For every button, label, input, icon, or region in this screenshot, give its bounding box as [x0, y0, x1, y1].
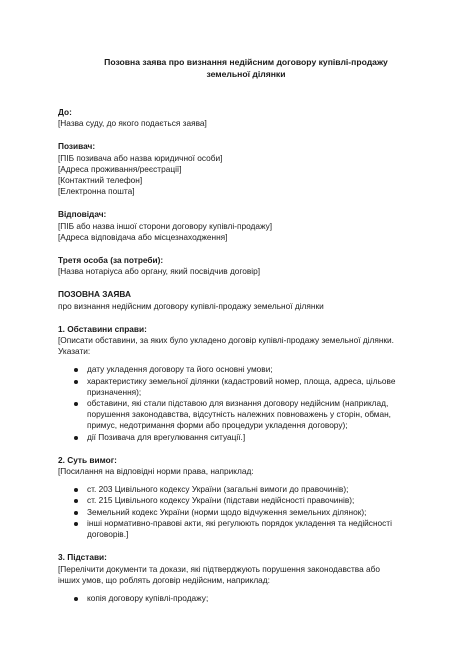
bullet-icon	[74, 436, 78, 440]
list-item	[58, 364, 434, 375]
list-item	[58, 376, 434, 398]
bullet-icon	[74, 522, 78, 526]
list-item-line: ст. 215 Цивільного кодексу України (підстави недійсності правочинів);	[87, 495, 355, 506]
list-item	[58, 518, 434, 540]
list-item-line: обставини, які стали підставою для визнання договору недійсним (наприклад,	[87, 398, 389, 409]
section-1-heading: 1. Обставини справи:	[58, 323, 147, 334]
section-3-bullet-list	[58, 593, 434, 604]
recipient-block	[58, 107, 434, 129]
list-item-line: дату укладення договору та його основні умови;	[87, 364, 273, 375]
plaintiff-label: Позивач:	[58, 141, 96, 152]
section-3-intro-line-1: [Перелічити документи та докази, які підтверджують порушення законодавства або	[58, 563, 380, 574]
claim-block	[58, 289, 434, 311]
recipient-label: До:	[58, 107, 72, 117]
bullet-icon	[74, 402, 78, 406]
section-circumstances	[58, 324, 434, 443]
section-2-bullet-list	[58, 484, 434, 540]
section-3-heading: 3. Підстави:	[58, 552, 107, 563]
list-item	[58, 398, 434, 432]
list-item	[58, 484, 434, 495]
list-item-line: дії Позивача для врегулювання ситуації.]	[87, 431, 246, 442]
plaintiff-block	[58, 141, 434, 197]
document-title-line-2: земельної ділянки	[206, 69, 286, 79]
bullet-icon	[74, 380, 78, 384]
list-item	[58, 507, 434, 518]
defendant-name: [ПІБ або назва іншої сторони договору купівлі-продажу]	[58, 220, 273, 231]
bullet-icon	[74, 597, 78, 601]
list-item-line: копія договору купівлі-продажу;	[87, 592, 209, 603]
bullet-icon	[74, 488, 78, 492]
section-1-bullet-list	[58, 364, 434, 442]
list-item-line: Земельний кодекс України (норми щодо відчуження земельних ділянок);	[87, 506, 367, 517]
list-item-line: порушення законодавства, відсутність належних повноважень у сторін, обман,	[87, 409, 391, 420]
section-1-intro-line-1: [Описати обставини, за яких було укладено договір купівлі-продажу земельної ділянки.	[58, 335, 394, 346]
section-2-intro: [Посилання на відповідні норми права, наприклад:	[58, 466, 254, 477]
list-item-line: інші нормативно-правові акти, які регулюють порядок укладення та недійсності	[87, 517, 392, 528]
recipient-value: [Назва суду, до якого подається заява]	[58, 118, 207, 129]
list-item	[58, 593, 434, 604]
plaintiff-name: [ПІБ позивача або назва юридичної особи]	[58, 152, 223, 163]
list-item-line: призначення);	[87, 386, 142, 397]
bullet-icon	[74, 499, 78, 503]
third-party-block	[58, 255, 434, 277]
third-party-value: [Назва нотаріуса або органу, який посвідчив договір]	[58, 266, 261, 277]
document-title	[58, 56, 434, 80]
list-item	[58, 495, 434, 506]
section-1-intro-line-2: Указати:	[58, 346, 91, 357]
third-party-label: Третя особа (за потреби):	[58, 255, 164, 266]
plaintiff-phone: [Контактний телефон]	[58, 175, 143, 186]
section-3-intro-line-2: інших умов, що роблять договір недійсним, наприклад:	[58, 574, 270, 585]
section-claims	[58, 455, 434, 540]
list-item-line: примус, недотримання форми або процедури укладення договору);	[87, 420, 348, 431]
list-item-line: ст. 203 Цивільного кодексу України (загальні вимоги до правочинів);	[87, 484, 349, 495]
defendant-address: [Адреса відповідача або місцезнаходження]	[58, 231, 228, 242]
plaintiff-address: [Адреса проживання/реєстрації]	[58, 163, 182, 174]
bullet-icon	[74, 511, 78, 515]
document-title-line-1: Позовна заява про визнання недійсним договору купівлі-продажу	[104, 57, 388, 67]
claim-heading: ПОЗОВНА ЗАЯВА	[58, 289, 131, 300]
bullet-icon	[74, 368, 78, 372]
list-item	[58, 432, 434, 443]
defendant-block	[58, 209, 434, 243]
section-grounds	[58, 552, 434, 604]
section-2-heading: 2. Суть вимог:	[58, 454, 117, 465]
plaintiff-email: [Електронна пошта]	[58, 186, 135, 197]
list-item-line: характеристику земельної ділянки (кадастровий номер, площа, адреса, цільове	[87, 375, 396, 386]
defendant-label: Відповідач:	[58, 209, 107, 220]
claim-subtitle: про визнання недійсним договору купівлі-продажу земельної ділянки	[58, 300, 324, 311]
list-item-line: договорів.]	[87, 529, 129, 540]
